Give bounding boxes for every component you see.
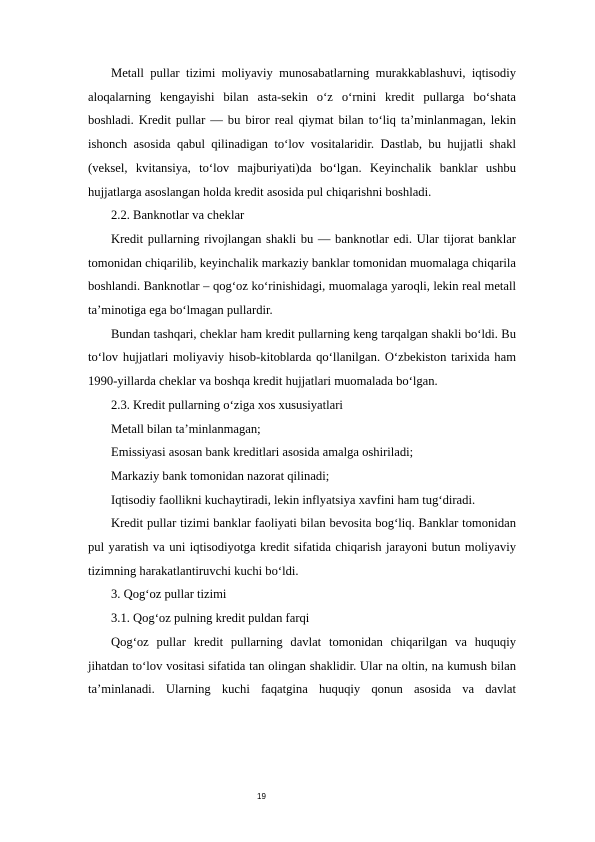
paragraph-credit-system: Kredit pullar tizimi banklar faoliyati bilan bevosita bog‘liq. Banklar tomonidan pul yaratish va uni iqtisodiyotga kredit sifatida chiqarish jarayoni butun moliyaviy tizimning harakatlantiruvchi kuchi bo‘ldi. <box>88 516 516 578</box>
subsection-heading-difference: 3.1. Qog‘oz pulning kredit puldan farqi <box>111 611 310 626</box>
feature-item: Metall bilan ta’minlanmagan; <box>111 421 261 436</box>
section-heading-features: 2.3. Kredit pullarning o‘ziga xos xususiyatlari <box>111 397 343 412</box>
feature-item: Iqtisodiy faollikni kuchaytiradi, lekin inflyatsiya xavfini ham tug‘diradi. <box>111 492 476 507</box>
document-page <box>88 62 516 702</box>
paragraph-banknotes: Kredit pullarning rivojlangan shakli bu — banknotlar edi. Ular tijorat banklar tomonidan chiqarilib, keyinchalik markaziy banklar tomonidan muomalaga chiqarila boshlandi. Banknotlar – qog‘oz ko‘rinishidagi, muomalaga yaroqli, lekin real metall ta’minotiga ega bo‘lmagan pullardir. <box>88 231 516 318</box>
page-number: 19 <box>257 792 266 801</box>
paragraph-metal-money: Metall pullar tizimi moliyaviy munosabatlarning murakkablashuvi, iqtisodiy aloqalarning kengayishi bilan asta-sekin o‘z o‘rnini kredit pullarga bo‘shata boshladi. Kredit pullar — bu biror real qiymat bilan to‘liq ta’minlanmagan, lekin ishonch asosida qabul qilinadigan to‘lov vositalaridir. Dastlab, bu hujjatli shakl (veksel, kvitansiya, to‘lov majburiyati)da bo‘lgan. Keyinchalik banklar ushbu hujjatlarga asoslangan holda kredit asosida pul chiqarishni boshladi. <box>88 66 516 199</box>
section-heading-banknotes: 2.2. Banknotlar va cheklar <box>111 208 245 223</box>
feature-item: Emissiyasi asosan bank kreditlari asosida amalga oshiriladi; <box>111 445 414 460</box>
section-heading-paper-money: 3. Qog‘oz pullar tizimi <box>111 587 227 602</box>
paragraph-paper-money: Qog‘oz pullar kredit pullarning davlat tomonidan chiqarilgan va huquqiy jihatdan to‘lov vositasi sifatida tan olingan shaklidir. Ular na oltin, na kumush bilan ta’minlanadi. Ularning kuchi faqatgina huquqiy qonun asosida va davlat <box>88 634 516 697</box>
paragraph-cheques: Bundan tashqari, cheklar ham kredit pullarning keng tarqalgan shakli bo‘ldi. Bu to‘lov hujjatlari moliyaviy hisob-kitoblarda qo‘llanilgan. O‘zbekiston tarixida ham 1990-yillarda cheklar va boshqa kredit hujjatlari muomalada bo‘lgan. <box>88 326 516 389</box>
feature-item: Markaziy bank tomonidan nazorat qilinadi; <box>111 468 330 483</box>
